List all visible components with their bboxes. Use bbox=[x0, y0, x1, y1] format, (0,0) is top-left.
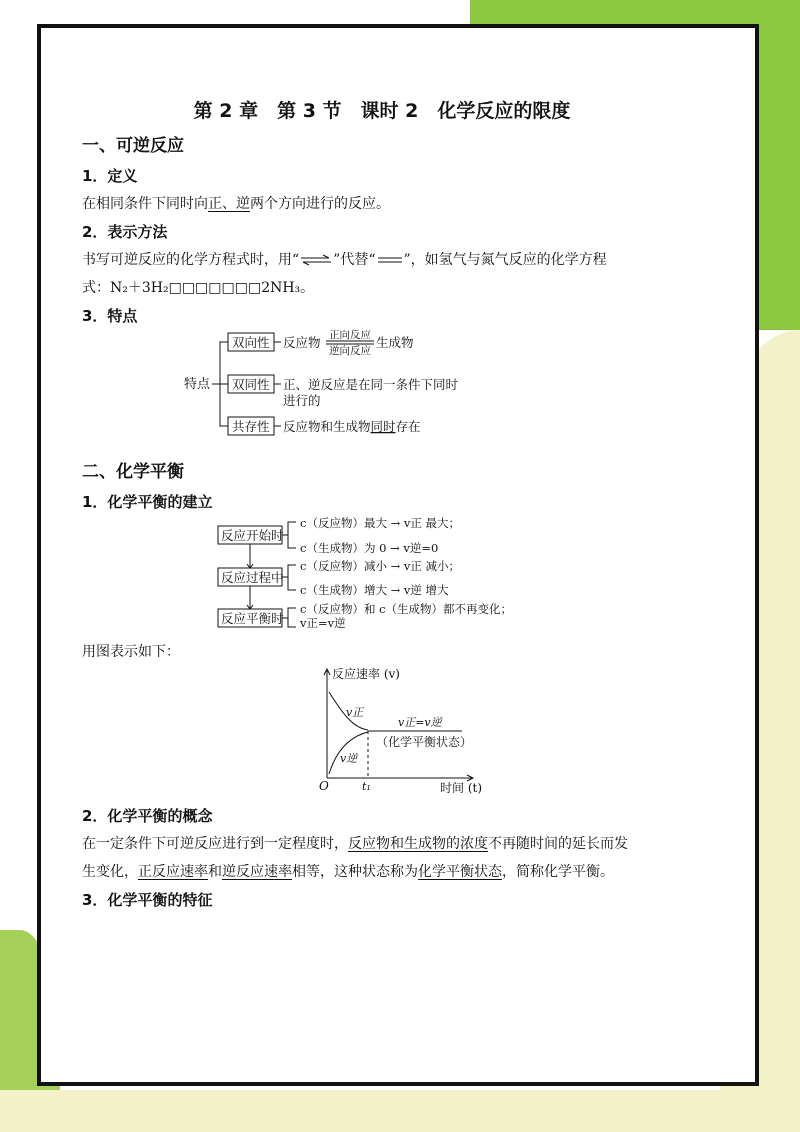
graph-intro: 用图表示如下： bbox=[82, 644, 180, 660]
page-title: 第 2 章 第 3 节 课时 2 化学反应的限度 bbox=[193, 100, 571, 122]
subheading-features: 3．化学平衡的特征 bbox=[82, 891, 213, 909]
flow-equilibrium-line2: v正=v逆 bbox=[300, 616, 346, 628]
section-heading-reversible: 一、可逆反应 bbox=[82, 136, 184, 156]
graph-forward-rate-label: v正 bbox=[346, 706, 364, 719]
equilibrium-flow-diagram bbox=[82, 516, 682, 628]
rate-time-graph bbox=[82, 666, 682, 794]
graph-equal-rate-label: v正=v逆 bbox=[398, 716, 442, 729]
branch-bidirectional-label: 双向性 bbox=[232, 335, 270, 350]
flow-process-line1: c（反应物）减小 → v正 减小； bbox=[300, 559, 461, 573]
section-heading-equilibrium: 二、化学平衡 bbox=[82, 462, 184, 482]
equation-placeholder-glyphs: □□□□□□□ bbox=[168, 280, 262, 296]
definition-text: 在相同条件下同时向正、逆两个方向进行的反应。 bbox=[82, 196, 390, 212]
branch2-line1: 正、逆反应是在同一条件下同时 bbox=[283, 377, 459, 392]
subheading-characteristics: 3．特点 bbox=[82, 307, 138, 325]
reversible-arrow-icon bbox=[299, 254, 333, 266]
flow-stage-start: 反应开始时 bbox=[221, 528, 284, 543]
subheading-concept: 2．化学平衡的概念 bbox=[82, 807, 213, 825]
flow-start-line2: c（生成物）为 0 → v逆=0 bbox=[300, 541, 439, 555]
graph-x-axis-label: 时间 (t) bbox=[440, 781, 483, 794]
concept-text: 在一定条件下可逆反应进行到一定程度时，反应物和生成物的浓度不再随时间的延长而发 生变化，正反应速率和逆反应速率相等，这种状态称为化学平衡状态，简称化学平衡。 bbox=[82, 836, 628, 880]
branch-same-conditions-label: 双同性 bbox=[232, 377, 270, 392]
branch1-forward: 正向反应 bbox=[329, 330, 371, 341]
graph-reverse-rate-label: v逆 bbox=[340, 752, 358, 765]
flow-start-line1: c（反应物）最大 → v正 最大； bbox=[300, 516, 461, 530]
subheading-representation: 2．表示方法 bbox=[82, 223, 168, 241]
document-content bbox=[82, 96, 682, 914]
flow-process-line2: c（生成物）增大 → v逆 增大 bbox=[300, 583, 449, 597]
background-cream-bottom bbox=[0, 1090, 800, 1132]
graph-y-axis-label: 反应速率 (v) bbox=[332, 667, 400, 681]
characteristics-diagram bbox=[82, 330, 682, 438]
branch2-line2: 进行的 bbox=[283, 393, 321, 408]
graph-state-label: （化学平衡状态） bbox=[376, 735, 473, 749]
representation-text: 书写可逆反应的化学方程式时，用“ ”代替“ ”，如氢气与氮气反应的化学方程 式：N₂＋3H₂□□□□□□□2NH₃。 bbox=[82, 252, 607, 296]
flow-stage-process: 反应过程中 bbox=[221, 570, 284, 585]
subheading-establishment: 1．化学平衡的建立 bbox=[82, 493, 213, 511]
equals-sign-icon bbox=[376, 255, 404, 265]
branch-coexistence-label: 共存性 bbox=[232, 419, 270, 434]
branch1-product: 生成物 bbox=[376, 335, 414, 350]
branch1-reactant: 反应物 bbox=[283, 335, 321, 350]
subheading-definition: 1．定义 bbox=[82, 167, 138, 185]
branch1-reverse: 逆向反应 bbox=[329, 345, 371, 357]
flow-equilibrium-line1: c（反应物）和 c（生成物）都不再变化； bbox=[300, 602, 513, 616]
graph-origin: O bbox=[319, 779, 329, 793]
underlined-answer: 正、逆 bbox=[208, 196, 250, 212]
flow-stage-equilibrium: 反应平衡时 bbox=[221, 611, 284, 626]
diagram-root-label: 特点 bbox=[184, 377, 211, 392]
branch3-text: 反应物和生成物同时存在 bbox=[283, 419, 421, 434]
graph-t1-label: t₁ bbox=[362, 780, 371, 793]
